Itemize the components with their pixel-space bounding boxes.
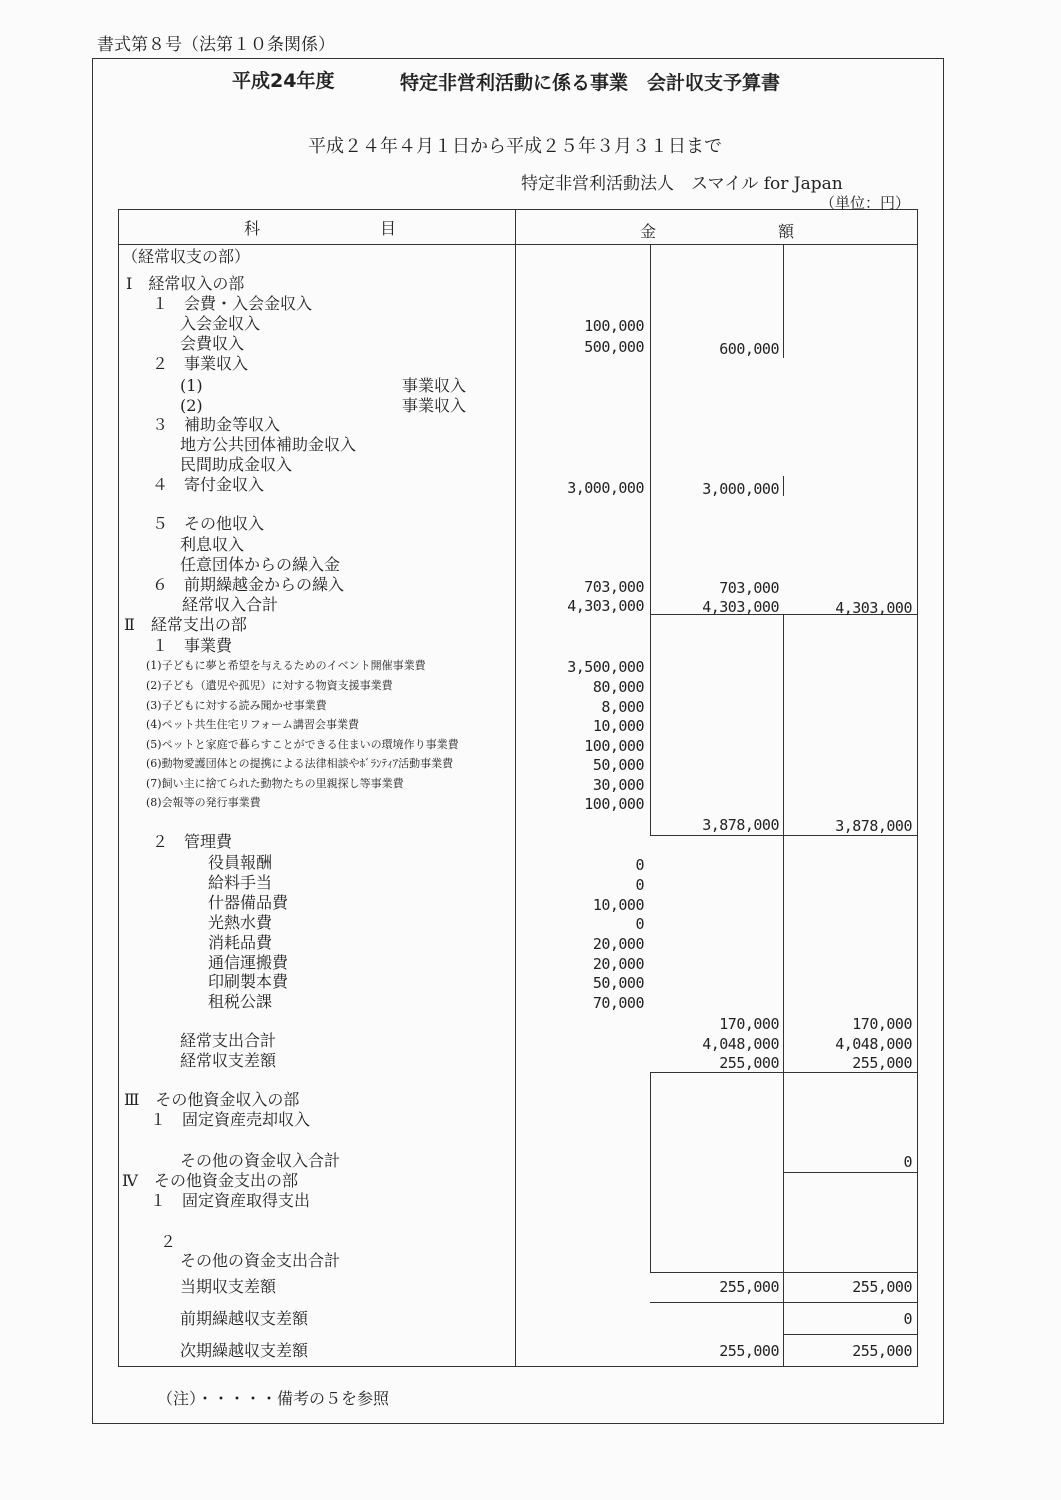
amount-admin-2: 0 <box>635 876 644 894</box>
section-label: Ⅰ 経常収入の部 <box>126 274 245 293</box>
row-label: その他の資金収入合計 <box>180 1151 341 1170</box>
row-label: 消耗品費 <box>208 933 273 952</box>
col-line <box>783 1072 784 1366</box>
header-amount-right: 額 <box>778 222 795 241</box>
section-label: Ⅳ その他資金支出の部 <box>122 1171 298 1190</box>
section-label: Ⅲ その他資金収入の部 <box>124 1090 300 1109</box>
col-line <box>650 244 651 614</box>
project-label: (8)会報等の発行事業費 <box>146 796 261 809</box>
fiscal-year-title: 平成24年度 <box>232 70 335 92</box>
subtotal-admin-total: 170,000 <box>719 1015 779 1033</box>
col-line <box>783 476 784 496</box>
row-label: ２ 管理費 <box>152 832 233 851</box>
footnote: （注）・・・・・備考の５を参照 <box>157 1389 390 1408</box>
subtotal-carryover-in: 703,000 <box>719 579 779 597</box>
col-line <box>783 244 784 358</box>
row-label: 経常支出合計 <box>180 1031 277 1050</box>
header-amount-left: 金 <box>640 222 657 241</box>
period: 平成２４年４月１日から平成２５年３月３１日まで <box>308 136 722 157</box>
amount-membership-fee: 500,000 <box>584 338 644 356</box>
amount-project-1: 3,500,000 <box>567 658 644 676</box>
row-label: 光熱水費 <box>208 913 273 932</box>
amount-project-2: 80,000 <box>592 678 644 696</box>
document-title: 特定非営利活動に係る事業 会計収支予算書 <box>400 72 781 94</box>
form-label: 書式第８号（法第１０条関係） <box>97 35 335 55</box>
row-label: 事業収入 <box>402 396 467 415</box>
subtotal-income-total: 4,303,000 <box>702 598 779 616</box>
row-label: 事業収入 <box>402 376 467 395</box>
row-label: 地方公共団体補助金収入 <box>180 435 357 454</box>
row-label: 利息収入 <box>180 535 245 554</box>
project-label: (2)子ども（遺児や孤児）に対する物資支援事業費 <box>146 679 393 692</box>
project-label: (7)飼い主に捨てられた動物たちの里親探し等事業費 <box>146 777 404 790</box>
row-label: 経常収支差額 <box>180 1051 277 1070</box>
project-label: (5)ペットと家庭で暮らすことができる住まいの環境作り事業費 <box>146 738 459 751</box>
subtotal-current-balance: 255,000 <box>719 1278 779 1296</box>
row-label: ４ 寄付金収入 <box>152 475 265 494</box>
subtotal-project-total: 3,878,000 <box>702 816 779 834</box>
total-admin: 170,000 <box>852 1015 912 1033</box>
subtotal-ordinary-balance: 255,000 <box>719 1054 779 1072</box>
col-line <box>650 1072 651 1272</box>
amount-project-6: 50,000 <box>592 756 644 774</box>
row-label: ６ 前期繰越金からの繰入 <box>152 575 345 594</box>
project-label: (6)動物愛護団体との提携による法律相談やﾎﾞﾗﾝﾃｨｱ活動事業費 <box>146 757 454 770</box>
header-bottom-line <box>118 244 918 245</box>
amount-admin-3: 10,000 <box>592 896 644 914</box>
amount-admin-4: 0 <box>635 915 644 933</box>
total-next-carryover: 255,000 <box>852 1342 912 1360</box>
total-ordinary-balance: 255,000 <box>852 1054 912 1072</box>
row-label: ３ 補助金等収入 <box>152 415 281 434</box>
total-project: 3,878,000 <box>835 817 912 835</box>
row-label: １ 固定資産売却収入 <box>150 1110 311 1129</box>
subtotal-next-carryover: 255,000 <box>719 1342 779 1360</box>
row-label: １ 固定資産取得支出 <box>150 1191 311 1210</box>
row-label: ５ その他収入 <box>152 514 265 533</box>
total-prior-carryover: 0 <box>903 1310 912 1328</box>
sum-line <box>783 1334 917 1335</box>
amount-admin-7: 50,000 <box>592 974 644 992</box>
amount-project-3: 8,000 <box>601 698 644 716</box>
total-other-income: 0 <box>903 1153 912 1171</box>
table-top-line <box>118 209 918 210</box>
project-label: (4)ペット共生住宅リフォーム講習会事業費 <box>146 718 360 731</box>
section-label: （経常収支の部） <box>122 247 251 266</box>
subtotal-expense-total: 4,048,000 <box>702 1035 779 1053</box>
amount-project-5: 100,000 <box>584 737 644 755</box>
sum-line <box>783 1172 917 1173</box>
amount-donation: 3,000,000 <box>567 479 644 497</box>
row-label: (1) <box>180 376 203 395</box>
amount-project-8: 100,000 <box>584 795 644 813</box>
row-label: 会費収入 <box>180 334 245 353</box>
header-subject-right: 目 <box>380 219 397 238</box>
row-label: １ 会費・入会金収入 <box>152 294 313 313</box>
unit-label: （単位：円） <box>820 194 911 212</box>
amount-admission-fee: 100,000 <box>584 317 644 335</box>
row-label: 役員報酬 <box>208 853 273 872</box>
amount-income-total: 4,303,000 <box>567 597 644 615</box>
table-bottom-line <box>118 1366 918 1367</box>
table-left-line <box>118 209 119 1366</box>
col-line <box>783 614 784 1072</box>
row-label: 通信運搬費 <box>208 953 289 972</box>
amount-admin-6: 20,000 <box>592 955 644 973</box>
row-label: (2) <box>180 396 203 415</box>
subject-divider <box>515 209 516 1366</box>
organization-name: 特定非営利活動法人 スマイル for Japan <box>521 174 843 194</box>
row-label: 民間助成金収入 <box>180 455 293 474</box>
section-label: Ⅱ 経常支出の部 <box>124 615 247 634</box>
amount-project-7: 30,000 <box>592 776 644 794</box>
row-label: 経常収入合計 <box>182 595 279 614</box>
row-label: 前期繰越収支差額 <box>180 1309 309 1328</box>
total-income: 4,303,000 <box>835 599 912 617</box>
row-label: 什器備品費 <box>208 893 289 912</box>
project-label: (3)子どもに対する読み聞かせ事業費 <box>146 699 327 712</box>
row-label: 印刷製本費 <box>208 972 289 991</box>
row-label: １ 事業費 <box>152 636 233 655</box>
subtotal-donation: 3,000,000 <box>702 480 779 498</box>
col-line <box>650 614 651 836</box>
subtotal-membership: 600,000 <box>719 340 779 358</box>
row-label: 次期繰越収支差額 <box>180 1341 309 1360</box>
row-label: 租税公課 <box>208 992 273 1011</box>
header-subject-left: 科 <box>244 219 261 238</box>
project-label: (1)子どもに夢と希望を与えるためのイベント開催事業費 <box>146 659 426 672</box>
row-label: 入会金収入 <box>180 314 261 333</box>
total-expense: 4,048,000 <box>835 1035 912 1053</box>
row-label: その他の資金支出合計 <box>180 1251 341 1270</box>
row-label: ２ <box>160 1232 177 1251</box>
amount-carryover-in: 703,000 <box>584 578 644 596</box>
amount-project-4: 10,000 <box>592 717 644 735</box>
amount-admin-1: 0 <box>635 856 644 874</box>
amount-admin-8: 70,000 <box>592 994 644 1012</box>
sum-line <box>650 1302 917 1303</box>
total-current-balance: 255,000 <box>852 1278 912 1296</box>
sum-line <box>650 1272 917 1273</box>
row-label: 任意団体からの繰入金 <box>180 555 341 574</box>
row-label: 当期収支差額 <box>180 1277 277 1296</box>
row-label: ２ 事業収入 <box>152 354 249 373</box>
row-label: 給料手当 <box>208 873 273 892</box>
amount-admin-5: 20,000 <box>592 935 644 953</box>
table-right-line <box>917 209 918 1366</box>
